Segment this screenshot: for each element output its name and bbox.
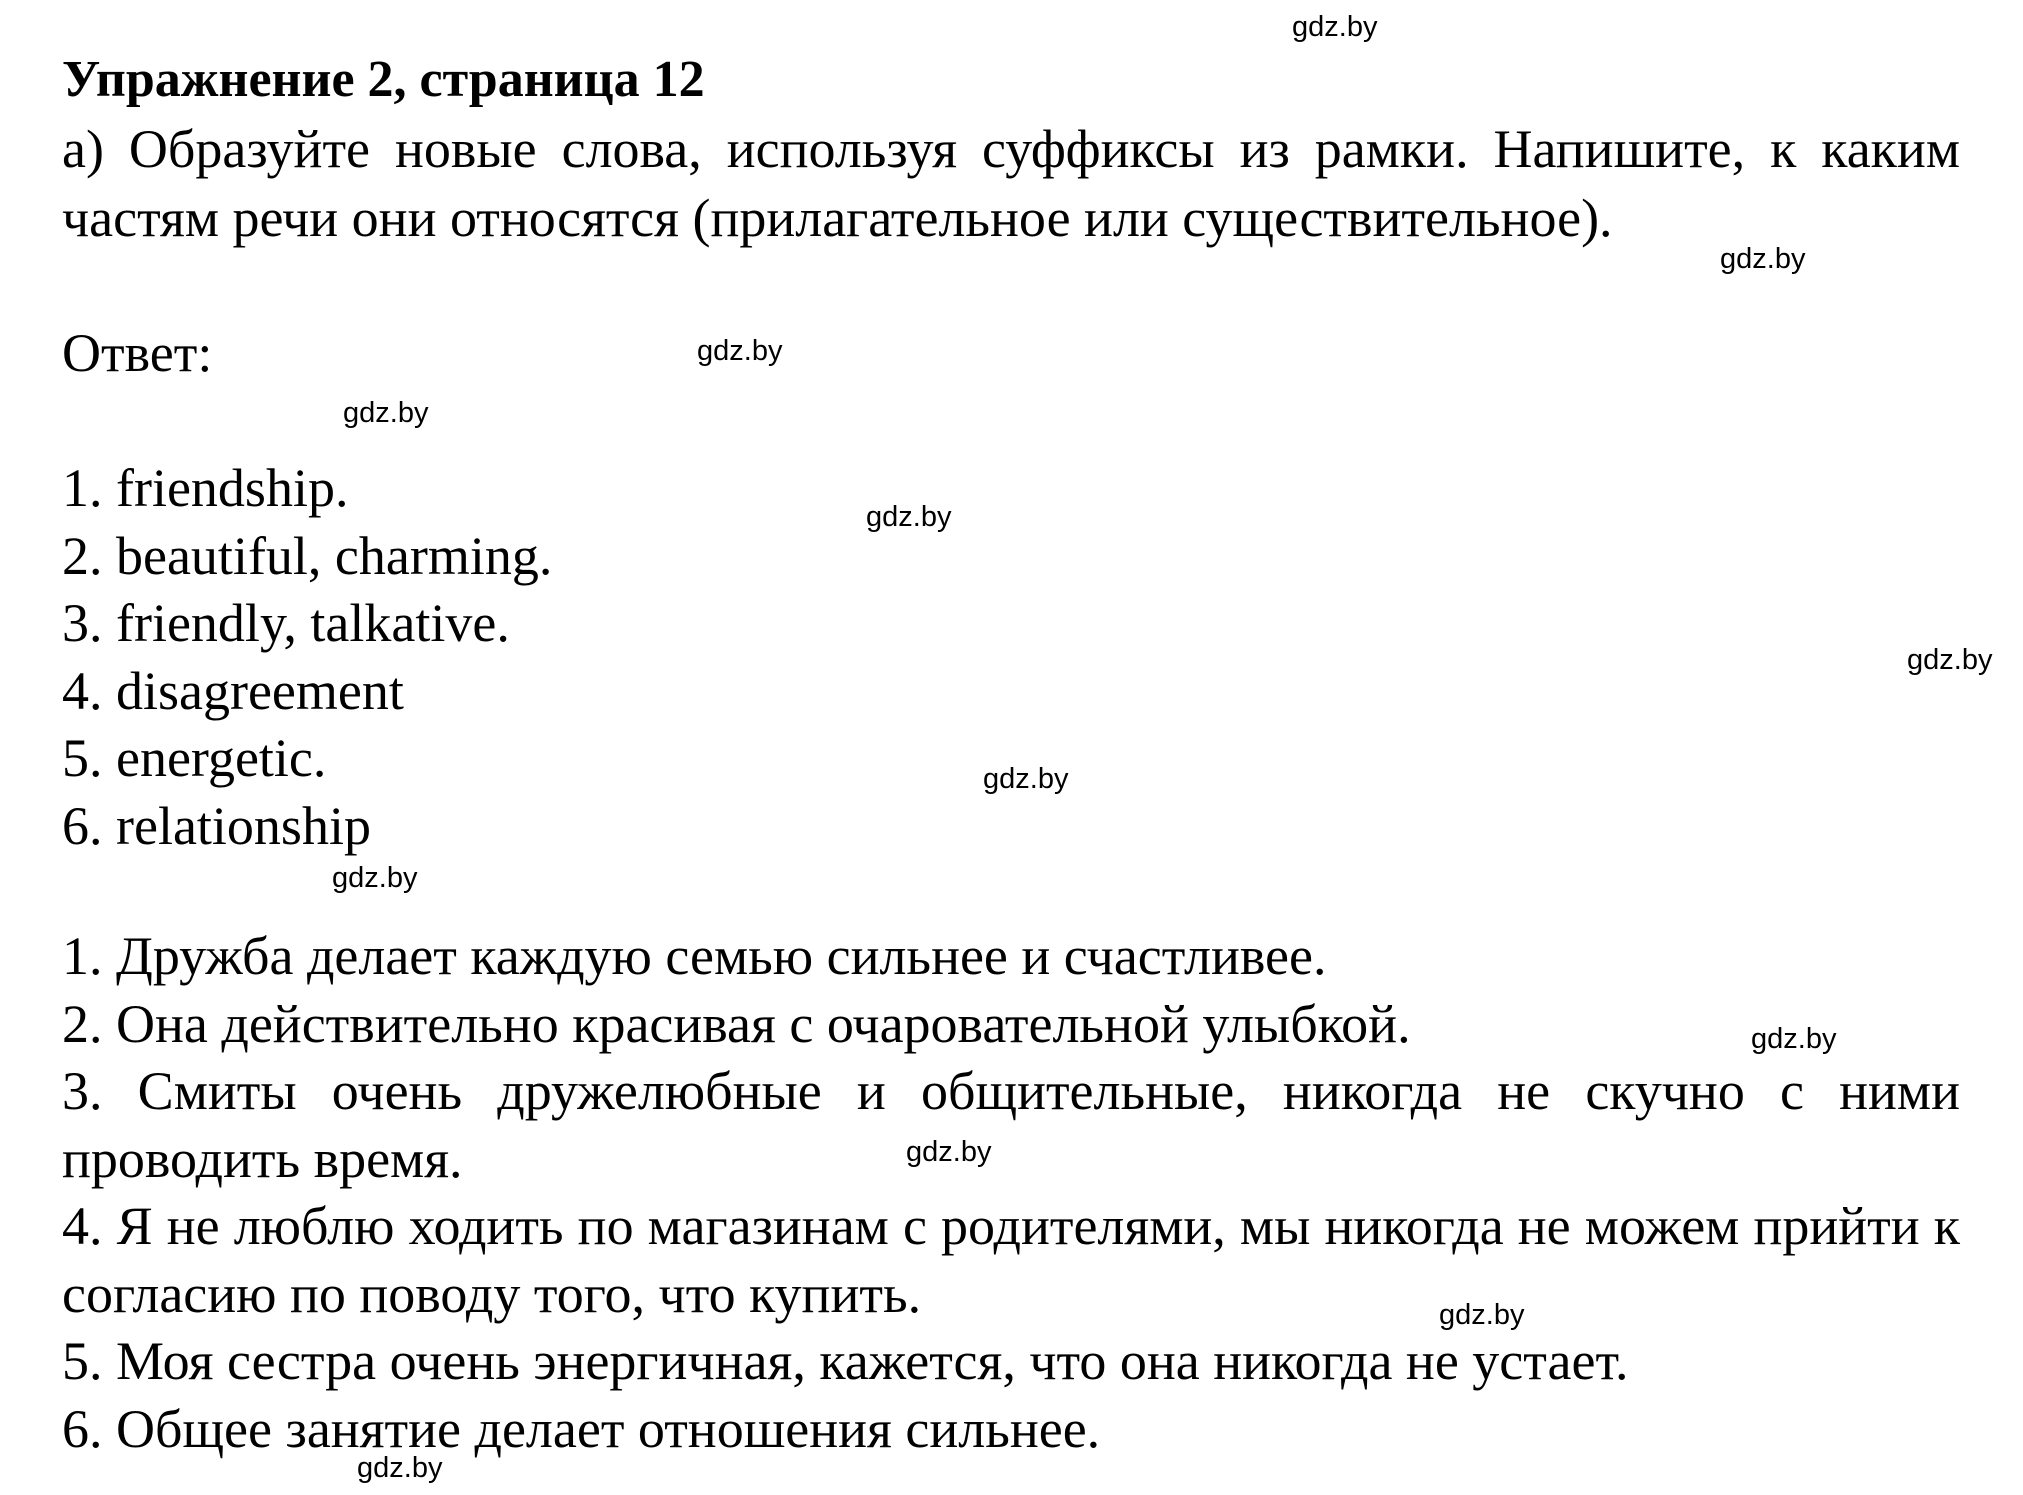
watermark: gdz.by <box>357 1452 443 1484</box>
watermark: gdz.by <box>906 1136 992 1168</box>
list-item: 2. beautiful, charming. <box>62 525 553 586</box>
watermark: gdz.by <box>343 397 429 429</box>
watermark: gdz.by <box>1720 243 1806 275</box>
answer-label: Ответ: <box>62 323 213 383</box>
watermark: gdz.by <box>983 763 1069 795</box>
watermark: gdz.by <box>1439 1299 1525 1331</box>
list-item: 3. friendly, talkative. <box>62 593 510 653</box>
list-item: 1. friendship. <box>62 458 349 518</box>
list-item: 5. energetic. <box>62 728 327 788</box>
watermark: gdz.by <box>1751 1023 1837 1055</box>
list-item: 1. Дружба делает каждую семью сильнее и счастливее. <box>62 926 1327 986</box>
watermark: gdz.by <box>332 862 418 894</box>
list-item: 6. Общее занятие делает отношения сильнее. <box>62 1398 1101 1459</box>
task-instructions: а) Образуйте новые слова, используя суффиксы из рамки. Напишите, к каким частям речи они относятся (прилагательное или существительное). <box>62 119 1960 248</box>
english-answer-list <box>62 455 552 860</box>
list-item: 5. Моя сестра очень энергичная, кажется, что она никогда не устает. <box>62 1331 1629 1391</box>
list-item: 6. relationship <box>62 795 371 856</box>
watermark: gdz.by <box>1292 11 1378 43</box>
list-item: 4. disagreement <box>62 660 404 721</box>
watermark: gdz.by <box>866 501 952 533</box>
watermark: gdz.by <box>1907 644 1993 676</box>
list-item: 4. Я не люблю ходить по магазинам с родителями, мы никогда не можем прийти к согласию по поводу того, что купить. <box>62 1196 1960 1324</box>
list-item: 3. Смиты очень дружелюбные и общительные, никогда не скучно с ними проводить время. <box>62 1061 1960 1189</box>
russian-translation-list <box>62 923 1960 1463</box>
watermark: gdz.by <box>697 335 783 367</box>
exercise-title: Упражнение 2, страница 12 <box>62 51 705 108</box>
list-item: 2. Она действительно красивая с очаровательной улыбкой. <box>62 993 1411 1054</box>
